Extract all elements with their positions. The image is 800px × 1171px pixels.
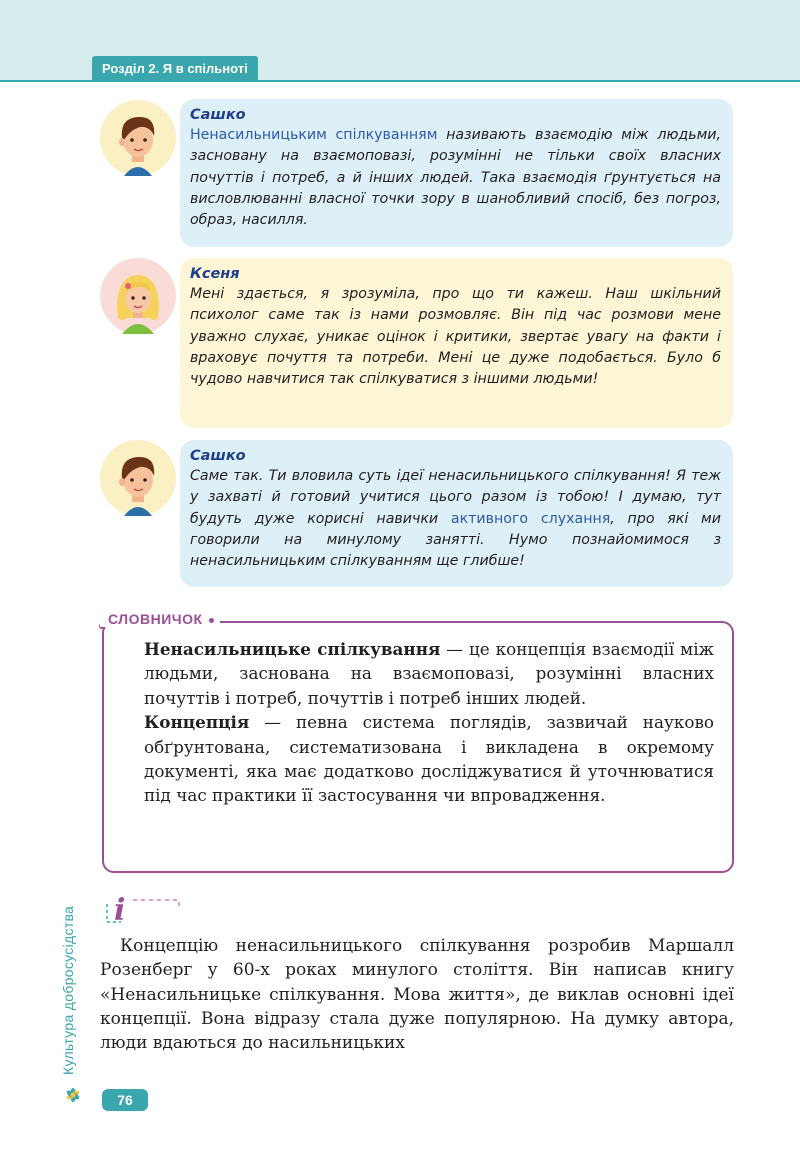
glossary-term: Концепція <box>144 712 250 733</box>
boy-avatar <box>100 440 176 516</box>
glossary-entry <box>144 710 714 808</box>
glossary-title-text: СЛОВНИЧОК <box>108 611 203 627</box>
section-label: Розділ 2. Я в спільноті <box>92 56 258 80</box>
dialogue-text-before: Саме так. Ти вловила суть ідеї ненасильницького спілкування! Я теж у захваті й готовий учитися цього разом із тобою! І думаю, тут будуть дуже корисні навички <box>190 468 721 527</box>
highlight-term: Ненасильницьким спілкуванням <box>190 127 438 143</box>
dialogue-text: Мені здається, я зрозуміла, про що ти кажеш. Наш шкільний психолог саме так із нами розмовляє. Він під час розмови мене уважно слухає, уникає оцінок і критики, звертає увагу на факти і враховує почуття та потреби. Мені це дуже подобається. Було б чудово навчитися так спілкуватися з іншими людьми! <box>190 286 721 388</box>
dialogue-text <box>190 466 721 572</box>
dialogue-bubble-3 <box>180 440 733 587</box>
speaker-name: Сашко <box>190 107 246 123</box>
flower-icon <box>62 1084 84 1106</box>
highlight-term: активного слухання <box>450 510 611 527</box>
dialogue-text-after: , про які ми говорили на минулому занятті. Нумо познайомимося з ненасильницьким спілкуванням ще глибше! <box>190 510 721 570</box>
glossary-box <box>102 621 734 873</box>
glossary-entry <box>144 637 714 710</box>
dialogue-text <box>190 125 721 231</box>
glossary-definition: — певна система поглядів, зазвичай науково обґрунтована, систематизована і викладена в окремому документі, яка має додатково досліджуватися й уточнюватися під час практики її застосування чи впровадження. <box>144 712 714 806</box>
girl-avatar <box>100 258 176 334</box>
svg-text:i: i <box>114 893 126 926</box>
speaker-name: Ксеня <box>190 266 240 282</box>
dialogue-bubble-2 <box>180 258 733 428</box>
boy-avatar <box>100 100 176 176</box>
info-paragraph: Концепцію ненасильницького спілкування розробив Маршалл Розенберг у 60-х роках минулого століття. Він написав книгу «Ненасильницьке спілкування. Мова життя», де виклав основні ідеї концепції. Вона відразу стала дуже популярною. На думку автора, люди вдаються до насильницьких <box>100 936 734 1054</box>
glossary-term: Ненасильницьке спілкування <box>144 639 441 659</box>
dialogue-bubble-1 <box>180 99 733 247</box>
info-icon <box>103 890 183 926</box>
speaker-name: Сашко <box>190 448 246 464</box>
side-label: Культура добросусідства <box>60 905 76 1075</box>
glossary-definition: — це концепція взаємодії між людьми, заснована на взаємоповазі, розумінні власних почуттів і потреб, почуттів і потреб інших людей. <box>144 639 714 708</box>
glossary-title <box>100 611 220 627</box>
glossary-dot <box>209 618 214 623</box>
dialogue-text-body: називають взаємодію між людьми, засновану на взаємоповазі, розумінні не тільки своїх власних почуттів і потреб, а й інших людей. Така взаємодія ґрунтується на висловлюванні власної точки зору в шанобливий спосіб, без погроз, образ, насилля. <box>190 127 721 229</box>
page-number: 76 <box>102 1089 148 1111</box>
